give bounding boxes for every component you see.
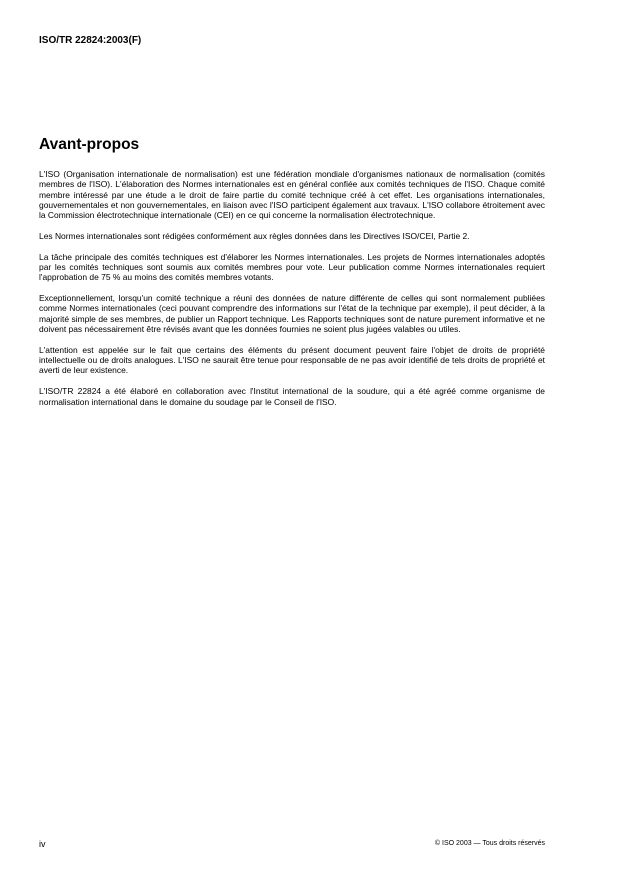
foreword-body (39, 169, 545, 417)
page-number: iv (39, 839, 46, 849)
paragraph-iso-organisation: L'ISO (Organisation internationale de normalisation) est une fédération mondiale d'organismes nationaux de normalisation (comités membres de l'ISO). L'élaboration des Normes internationales est en général confiée aux comités techniques de l'ISO. Chaque comité membre intéressé par une étude a le droit de faire partie du comité technique créé à cet effet. Les organisations internationales, gouvernementales et non gouvernementales, en liaison avec l'ISO participent également aux travaux. L'ISO collabore étroitement avec la Commission électrotechnique internationale (CEI) en ce qui concerne la normalisation électrotechnique. (39, 169, 545, 221)
page-footer (39, 839, 545, 851)
paragraph-preparation: L'ISO/TR 22824 a été élaboré en collaboration avec l'Institut international de la soudure, qui a été agréé comme organisme de normalisation international dans le domaine du soudage par le Conseil de l'ISO. (39, 386, 545, 407)
paragraph-patent-rights: L'attention est appelée sur le fait que certains des éléments du présent document peuvent faire l'objet de droits de propriété intellectuelle ou de droits analogues. L'ISO ne saurait être tenue pour responsable de ne pas avoir identifié de tels droits de propriété et averti de leur existence. (39, 344, 545, 376)
paragraph-technical-committees: La tâche principale des comités techniques est d'élaborer les Normes internationales. Les projets de Normes internationales adoptés par les comités techniques sont soumis aux comités membres pour vote. Leur publication comme Normes internationales requiert l'approbation de 75 % au moins des comités membres votants. (39, 251, 545, 283)
document-identifier: ISO/TR 22824:2003(F) (39, 35, 142, 46)
section-title: Avant-propos (39, 136, 140, 153)
paragraph-directives: Les Normes internationales sont rédigées conformément aux règles données dans les Directives ISO/CEI, Partie 2. (39, 230, 470, 241)
paragraph-technical-reports: Exceptionnellement, lorsqu'un comité technique a réuni des données de nature différente de celles qui sont normalement publiées comme Normes internationales (ceci pouvant comprendre des informations sur l'état de la technique par exemple), il peut décider, à la majorité simple de ses membres, de publier un Rapport technique. Les Rapports techniques sont de nature purement informative et ne doivent pas nécessairement être révisés avant que les données fournies ne soient plus jugées valables ou utiles. (39, 293, 545, 335)
copyright-notice: © ISO 2003 — Tous droits réservés (434, 840, 545, 847)
